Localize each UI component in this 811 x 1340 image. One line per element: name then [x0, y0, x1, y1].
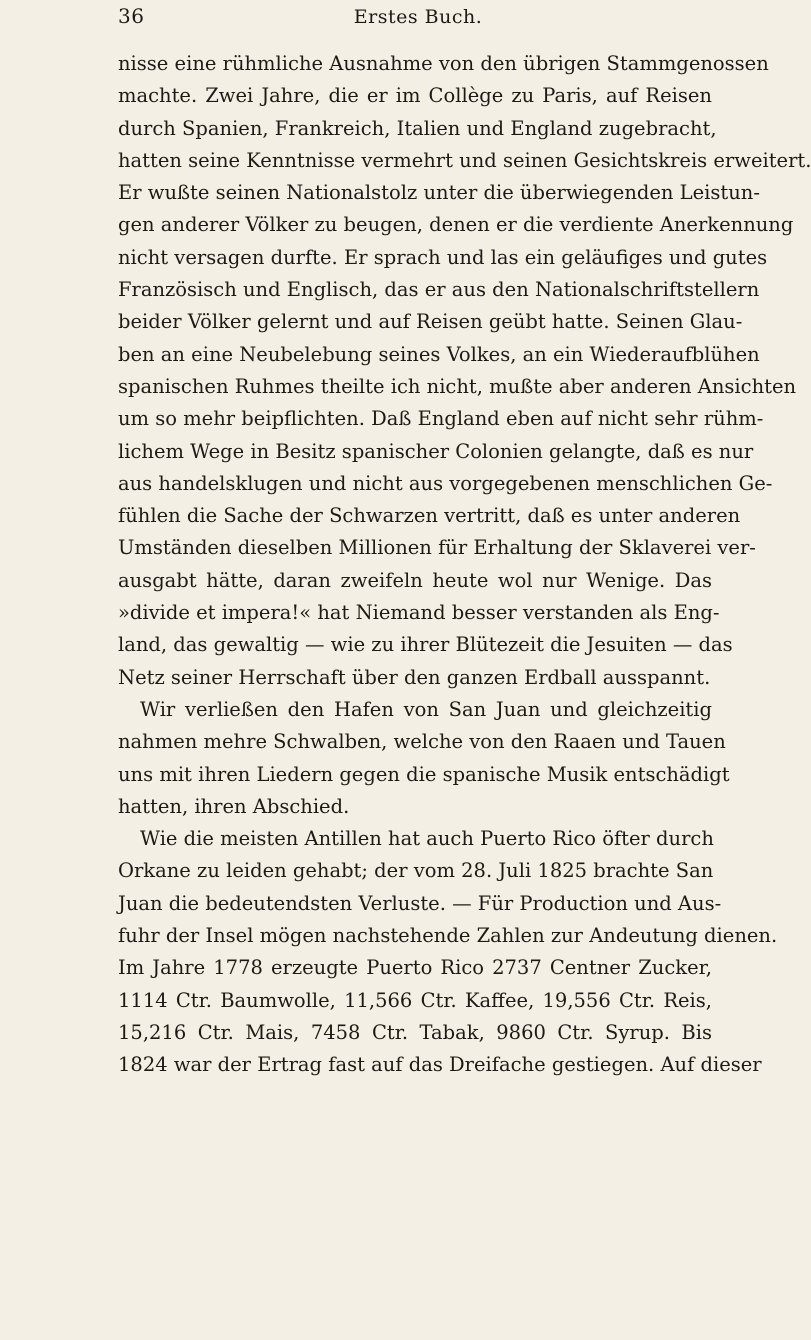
text-line: durch Spanien, Frankreich, Italien und England zugebracht,	[118, 116, 717, 140]
text-line: 15,216 Ctr. Mais, 7458 Ctr. Tabak, 9860 Ctr. Syrup. Bis	[118, 1020, 712, 1044]
text-line: beider Völker gelernt und auf Reisen geübt hatte. Seinen Glau-	[118, 310, 743, 334]
text-line: hatten seine Kenntnisse vermehrt und seinen Gesichtskreis erweitert.	[118, 148, 811, 172]
text-line: Netz seiner Herrschaft über den ganzen Erdball ausspannt.	[118, 665, 711, 689]
chapter-title: Erstes Buch.	[353, 6, 483, 28]
text-line: Französisch und Englisch, das er aus den Nationalschriftstellern	[118, 278, 760, 302]
paragraph-start-line: Wir verließen den Hafen von San Juan und gleichzeitig	[140, 697, 712, 721]
text-line: fuhr der Insel mögen nachstehende Zahlen zur Andeutung dienen.	[118, 924, 778, 948]
page-number: 36	[118, 4, 145, 28]
text-line: Orkane zu leiden gehabt; der vom 28. Juli 1825 brachte San	[118, 859, 714, 883]
text-line: Umständen dieselben Millionen für Erhaltung der Sklaverei ver-	[118, 536, 756, 560]
text-line: »divide et impera!« hat Niemand besser verstanden als Eng-	[118, 601, 720, 625]
text-line: um so mehr beipflichten. Daß England eben auf nicht sehr rühm-	[118, 407, 764, 431]
running-head	[118, 4, 718, 34]
text-line: machte. Zwei Jahre, die er im Collège zu Paris, auf Reisen	[118, 84, 712, 108]
text-line: Juan die bedeutendsten Verluste. — Für Production und Aus-	[118, 891, 722, 915]
text-line: land, das gewaltig — wie zu ihrer Blütezeit die Jesuiten — das	[118, 633, 733, 657]
text-line: aus handelsklugen und nicht aus vorgegebenen menschlichen Ge-	[118, 471, 773, 495]
text-line: Im Jahre 1778 erzeugte Puerto Rico 2737 Centner Zucker,	[118, 956, 712, 980]
text-line: lichem Wege in Besitz spanischer Colonien gelangte, daß es nur	[118, 439, 754, 463]
text-line: ben an eine Neubelebung seines Volkes, an ein Wiederaufblühen	[118, 342, 760, 366]
text-line: 1824 war der Ertrag fast auf das Dreifache gestiegen. Auf dieser	[118, 1053, 762, 1077]
text-line: ausgabt hätte, daran zweifeln heute wol nur Wenige. Das	[118, 568, 712, 592]
text-line: hatten, ihren Abschied.	[118, 794, 350, 818]
text-line: uns mit ihren Liedern gegen die spanische Musik entschädigt	[118, 762, 730, 786]
text-line: fühlen die Sache der Schwarzen vertritt, daß es unter anderen	[118, 504, 741, 528]
text-line: gen anderer Völker zu beugen, denen er die verdiente Anerkennung	[118, 213, 794, 237]
text-line: nicht versagen durfte. Er sprach und las ein geläufiges und gutes	[118, 245, 768, 269]
text-line: nisse eine rühmliche Ausnahme von den übrigen Stammgenossen	[118, 52, 769, 75]
text-line: 1114 Ctr. Baumwolle, 11,566 Ctr. Kaffee, 19,556 Ctr. Reis,	[118, 988, 712, 1012]
text-line: spanischen Ruhmes theilte ich nicht, mußte aber anderen Ansichten	[118, 374, 797, 398]
text-line: Er wußte seinen Nationalstolz unter die überwiegenden Leistun-	[118, 181, 760, 205]
body-text	[118, 48, 811, 1082]
text-line: nahmen mehre Schwalben, welche von den Raaen und Tauen	[118, 730, 726, 754]
paragraph-start-line: Wie die meisten Antillen hat auch Puerto Rico öfter durch	[140, 827, 714, 851]
